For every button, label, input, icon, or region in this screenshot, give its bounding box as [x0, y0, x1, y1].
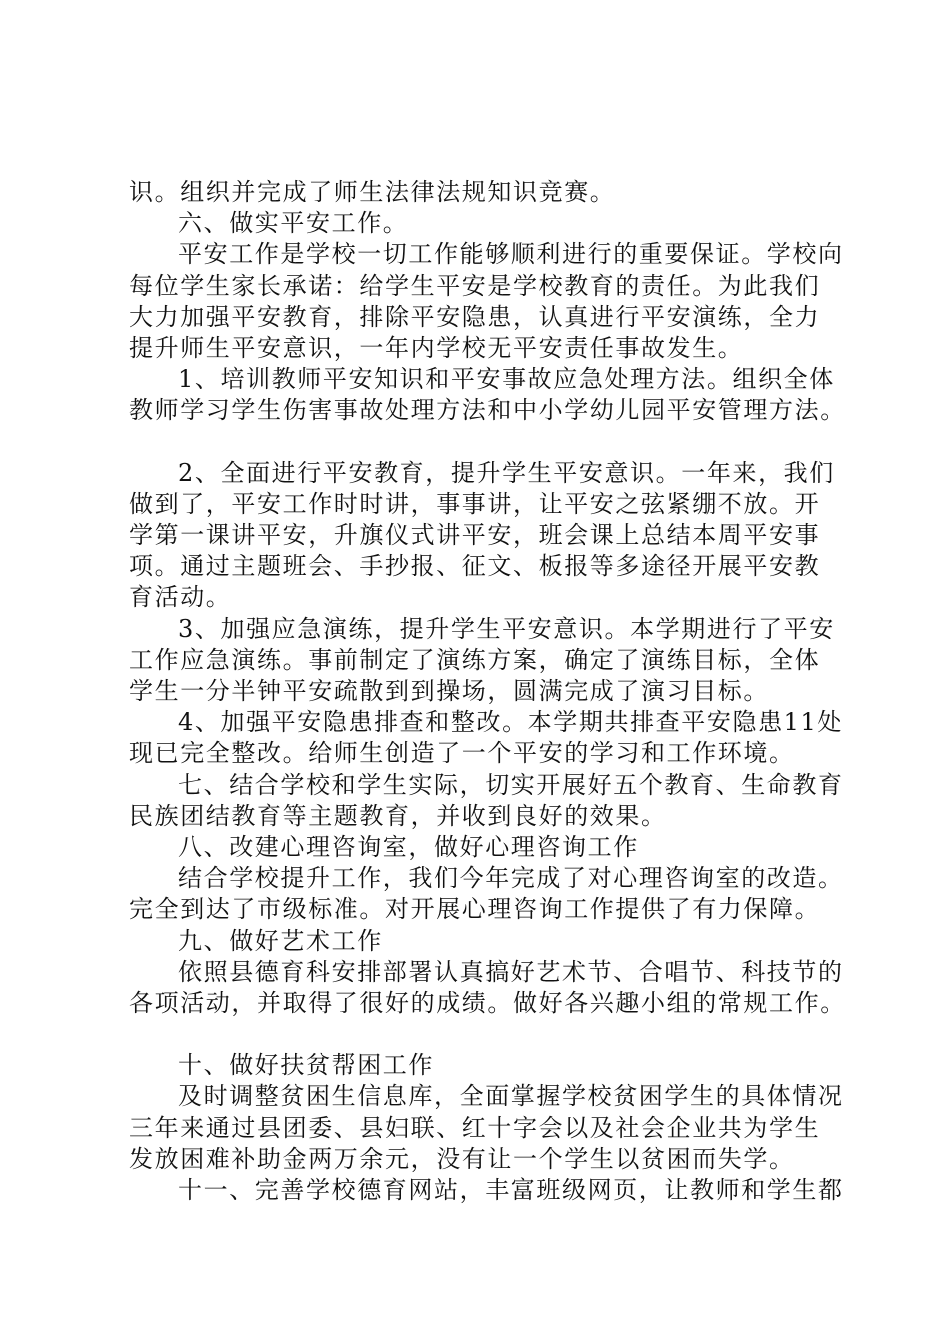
section-heading-8: 八、改建心理咨询室，做好心理咨询工作 — [178, 832, 639, 861]
section-heading-9: 九、做好艺术工作 — [178, 926, 383, 955]
text-line: 学第一课讲平安，升旗仪式讲平安，班会课上总结本周平安事 — [129, 521, 821, 550]
text-line: 识。组织并完成了师生法律法规知识竞赛。 — [129, 178, 616, 206]
text-line: 民族团结教育等主题教育，并收到良好的效果。 — [129, 801, 667, 830]
text-line: 大力加强平安教育，排除平安隐患，认真进行平安演练，全力 — [129, 302, 821, 331]
list-item-3: 3、加强应急演练，提升学生平安意识。本学期进行了平安 — [178, 614, 835, 643]
list-item-4: 4、加强平安隐患排查和整改。本学期共排查平安隐患11处 — [178, 708, 844, 737]
text-line: 结合学校提升工作，我们今年完成了对心理咨询室的改造。 — [178, 864, 844, 893]
text-line: 依照县德育科安排部署认真搞好艺术节、合唱节、科技节的 — [178, 957, 844, 986]
text-line: 三年来通过县团委、县妇联、红十字会以及社会企业共为学生 — [129, 1113, 821, 1142]
text-line: 及时调整贫困生信息库，全面掌握学校贫困学生的具体情况 — [178, 1082, 844, 1111]
section-heading-7: 七、结合学校和学生实际，切实开展好五个教育、生命教育 — [178, 770, 844, 799]
section-heading-10: 十、做好扶贫帮困工作 — [178, 1051, 434, 1080]
text-line: 每位学生家长承诺：给学生平安是学校教育的责任。为此我们 — [129, 271, 821, 300]
text-line: 学生一分半钟平安疏散到到操场，圆满完成了演习目标。 — [129, 677, 769, 705]
text-line: 项。通过主题班会、手抄报、征文、板报等多途径开展平安教 — [129, 552, 821, 581]
text-line: 各项活动，并取得了很好的成绩。做好各兴趣小组的常规工作。 — [129, 988, 846, 1017]
text-line: 育活动。 — [129, 583, 232, 612]
text-line: 现已完全整改。给师生创造了一个平安的学习和工作环境。 — [129, 739, 795, 768]
text-line: 提升师生平安意识，一年内学校无平安责任事故发生。 — [129, 333, 744, 362]
text-line: 做到了，平安工作时时讲，事事讲，让平安之弦紧绷不放。开 — [129, 489, 821, 518]
text-line: 发放困难补助金两万余元，没有让一个学生以贫困而失学。 — [129, 1144, 795, 1173]
list-item-1: 1、培训教师平安知识和平安事故应急处理方法。组织全体 — [178, 365, 835, 394]
section-heading-11: 十一、完善学校德育网站，丰富班级网页，让教师和学生都 — [178, 1176, 844, 1204]
text-line: 平安工作是学校一切工作能够顺利进行的重要保证。学校向 — [178, 240, 844, 269]
text-line: 完全到达了市级标准。对开展心理咨询工作提供了有力保障。 — [129, 895, 821, 924]
text-line: 工作应急演练。事前制定了演练方案，确定了演练目标，全体 — [129, 645, 821, 674]
document-body — [129, 177, 849, 1206]
section-heading-6: 六、做实平安工作。 — [178, 209, 409, 238]
paragraph-gap — [129, 427, 849, 458]
text-line: 教师学习学生伤害事故处理方法和中小学幼儿园平安管理方法。 — [129, 396, 846, 425]
paragraph-gap — [129, 1019, 849, 1050]
list-item-2: 2、全面进行平安教育，提升学生平安意识。一年来，我们 — [178, 458, 835, 487]
